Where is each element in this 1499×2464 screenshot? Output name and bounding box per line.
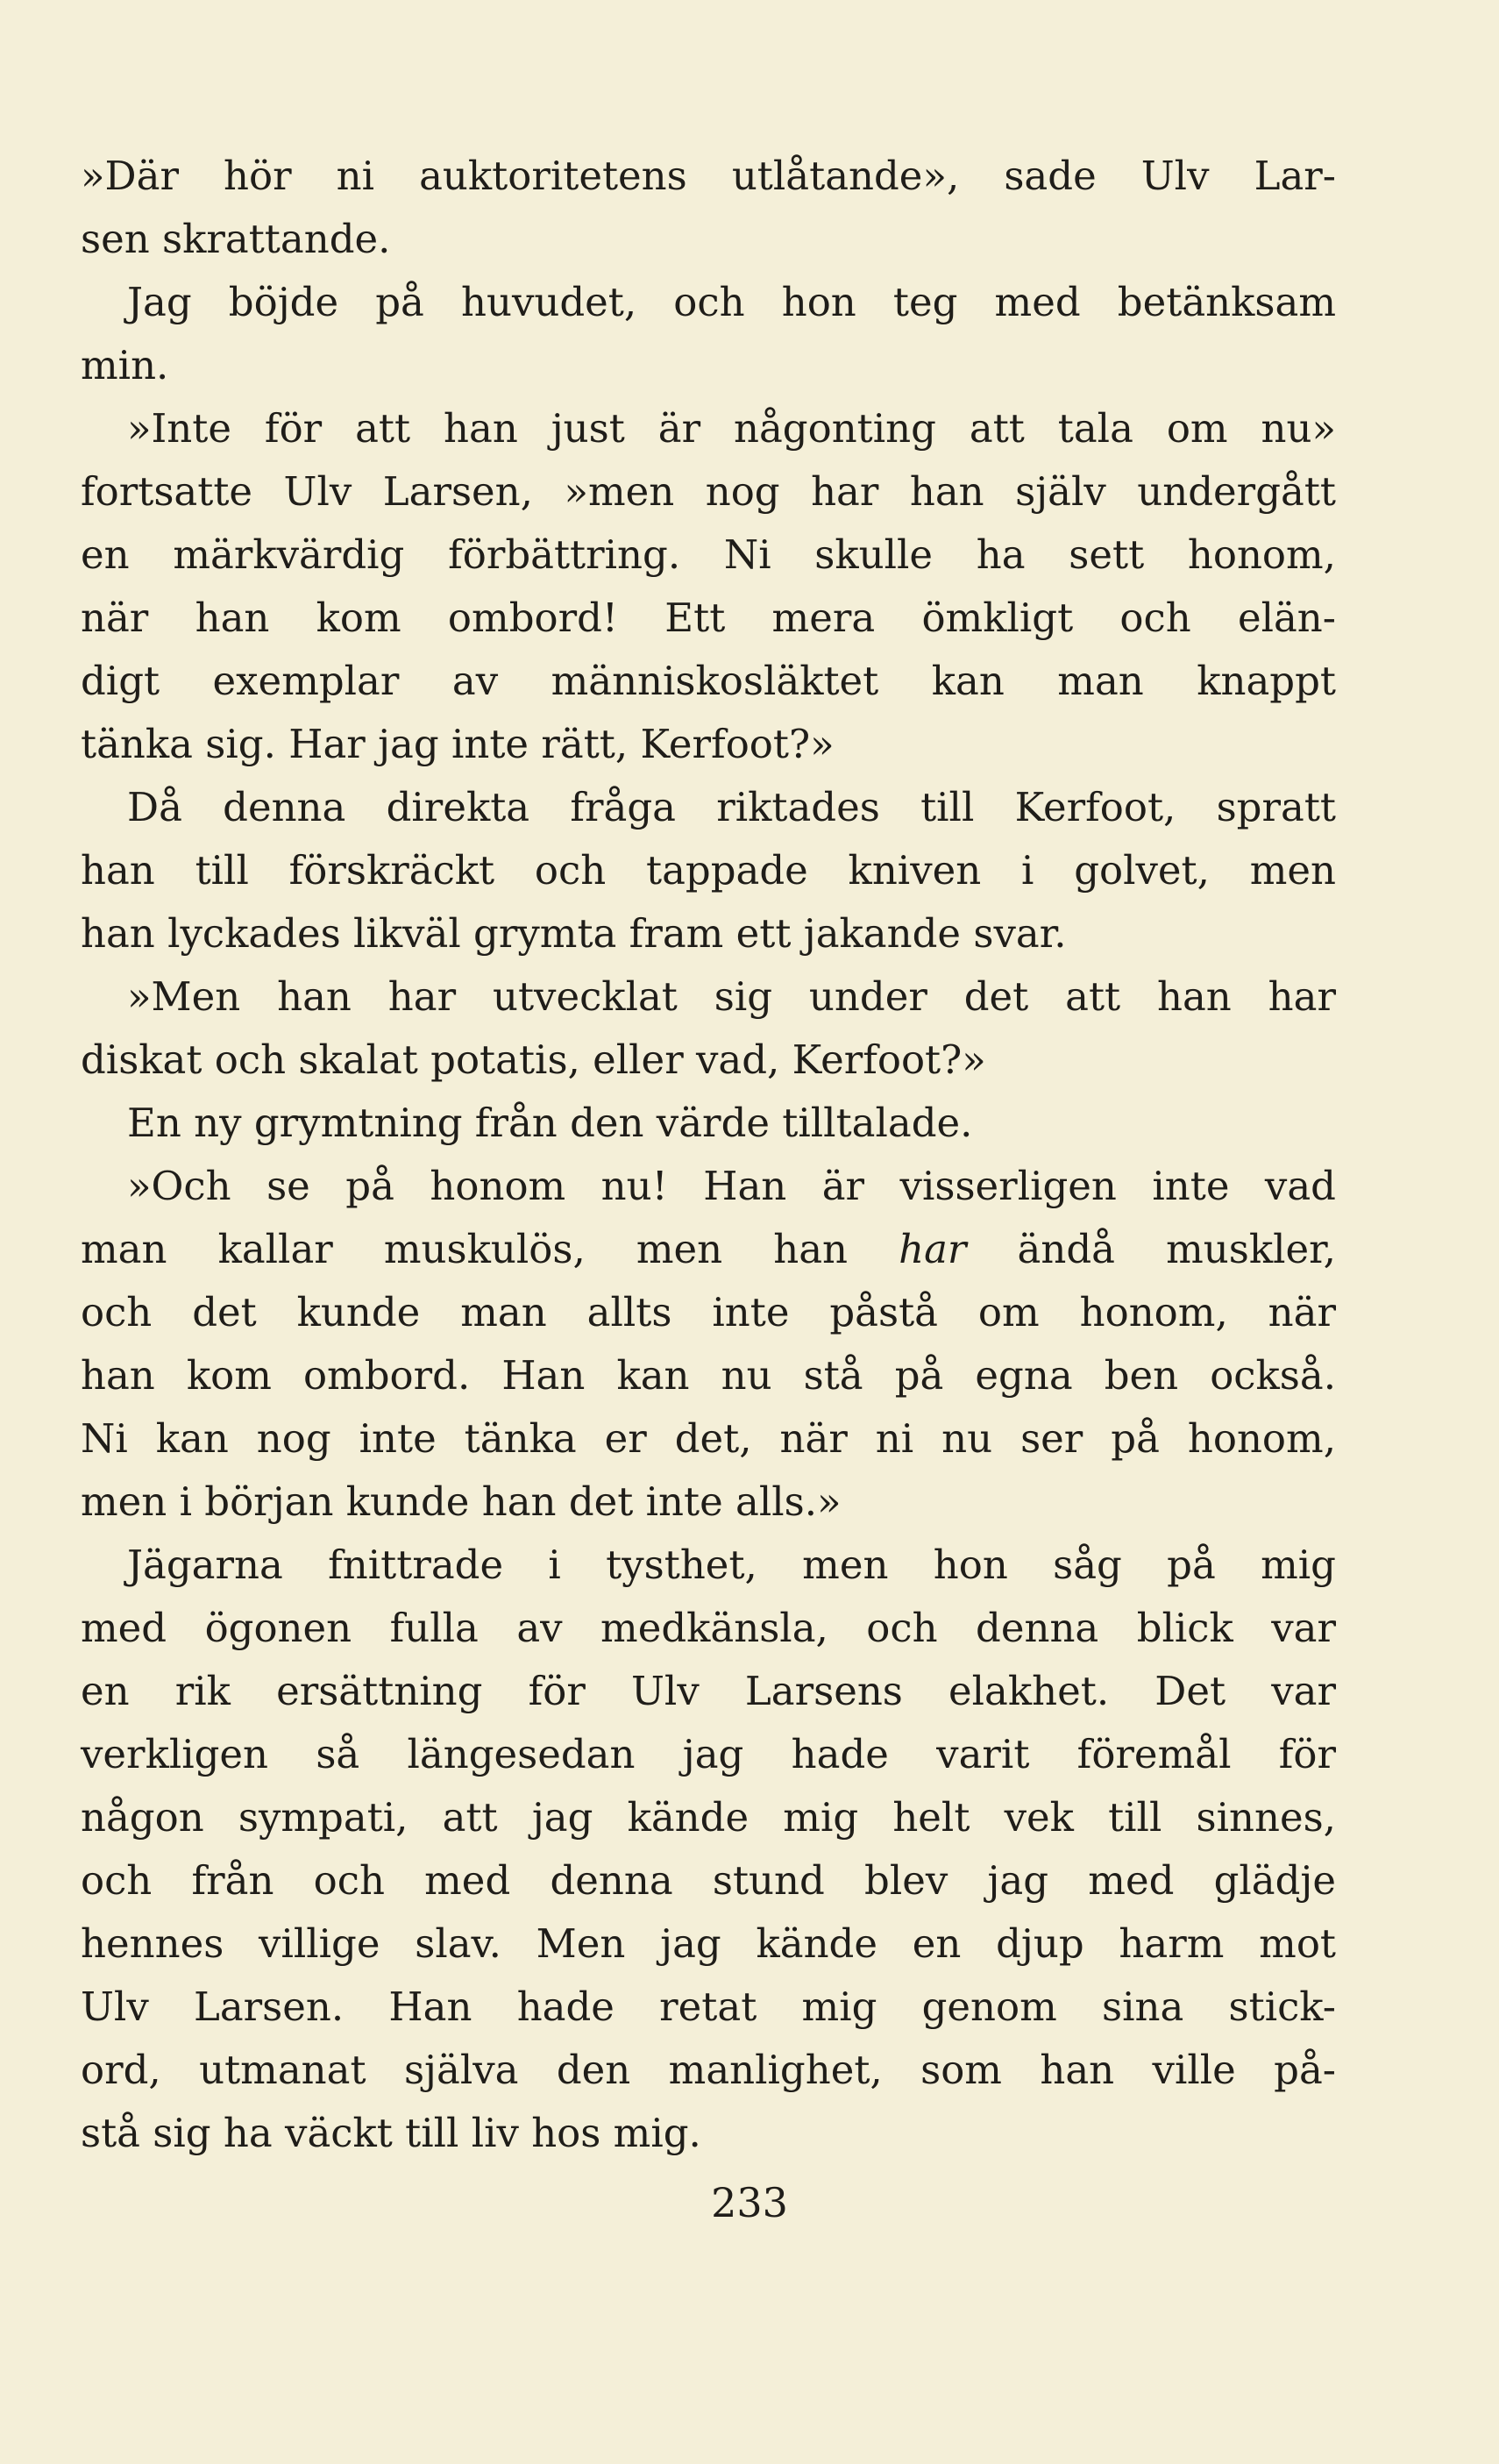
text-line: Jag böjde på huvudet, och hon teg med betänksam [127, 279, 1336, 325]
text-line: digt exemplar av människosläktet kan man knappt [81, 658, 1336, 704]
text-line: Jägarna fnittrade i tysthet, men hon såg på mig [127, 1542, 1336, 1588]
text-line: han kom ombord. Han kan nu stå på egna ben också. [81, 1352, 1336, 1399]
text-line: »Men han har utvecklat sig under det att han har [127, 973, 1336, 1020]
text-segment: man kallar muskulös, men han [81, 1226, 899, 1272]
text-line: fortsatte Ulv Larsen, »men nog har han själv undergått [81, 468, 1336, 515]
text-line: »Inte för att han just är någonting att tala om nu» [127, 405, 1336, 452]
body-text [81, 145, 1336, 2165]
text-line: verkligen så längesedan jag hade varit föremål för [81, 1731, 1336, 1777]
text-line: ord, utmanat själva den manlighet, som han ville på- [81, 2047, 1336, 2093]
text-line: när han kom ombord! Ett mera ömkligt och elän- [81, 595, 1336, 641]
text-line: han lyckades likväl grymta fram ett jakande svar. [81, 910, 1067, 957]
text-line: Då denna direkta fråga riktades till Kerfoot, spratt [127, 784, 1336, 830]
text-line: diskat och skalat potatis, eller vad, Kerfoot?» [81, 1036, 986, 1083]
text-segment: ändå muskler, [966, 1226, 1336, 1272]
text-line: stå sig ha väckt till liv hos mig. [81, 2110, 701, 2156]
text-line: han till förskräckt och tappade kniven i golvet, men [81, 847, 1336, 894]
text-line: sen skrattande. [81, 216, 391, 262]
text-line: tänka sig. Har jag inte rätt, Kerfoot?» [81, 721, 835, 767]
text-line: min. [81, 342, 169, 388]
emphasized-word: har [899, 1226, 967, 1272]
text-line: En ny grymtning från den värde tilltalade. [127, 1100, 973, 1146]
text-line: en märkvärdig förbättring. Ni skulle ha sett honom, [81, 531, 1336, 578]
text-line: och det kunde man allts inte påstå om honom, när [81, 1289, 1336, 1335]
page-number: 233 [711, 2179, 788, 2226]
text-line: en rik ersättning för Ulv Larsens elakhet. Det var [81, 1668, 1336, 1714]
text-line: och från och med denna stund blev jag med glädje [81, 1857, 1336, 1904]
text-line: men i början kunde han det inte alls.» [81, 1478, 842, 1525]
text-line: »Och se på honom nu! Han är visserligen inte vad [127, 1163, 1336, 1209]
text-line: hennes villige slav. Men jag kände en djup harm mot [81, 1920, 1336, 1967]
text-line: Ni kan nog inte tänka er det, när ni nu ser på honom, [81, 1415, 1336, 1462]
text-line: någon sympati, att jag kände mig helt vek till sinnes, [81, 1794, 1336, 1841]
text-line: Ulv Larsen. Han hade retat mig genom sina stick- [81, 1983, 1336, 2030]
text-line: »Där hör ni auktoritetens utlåtande», sade Ulv Lar- [81, 153, 1336, 199]
text-line-emphasis [81, 1218, 1336, 1281]
text-line: med ögonen fulla av medkänsla, och denna blick var [81, 1605, 1336, 1651]
